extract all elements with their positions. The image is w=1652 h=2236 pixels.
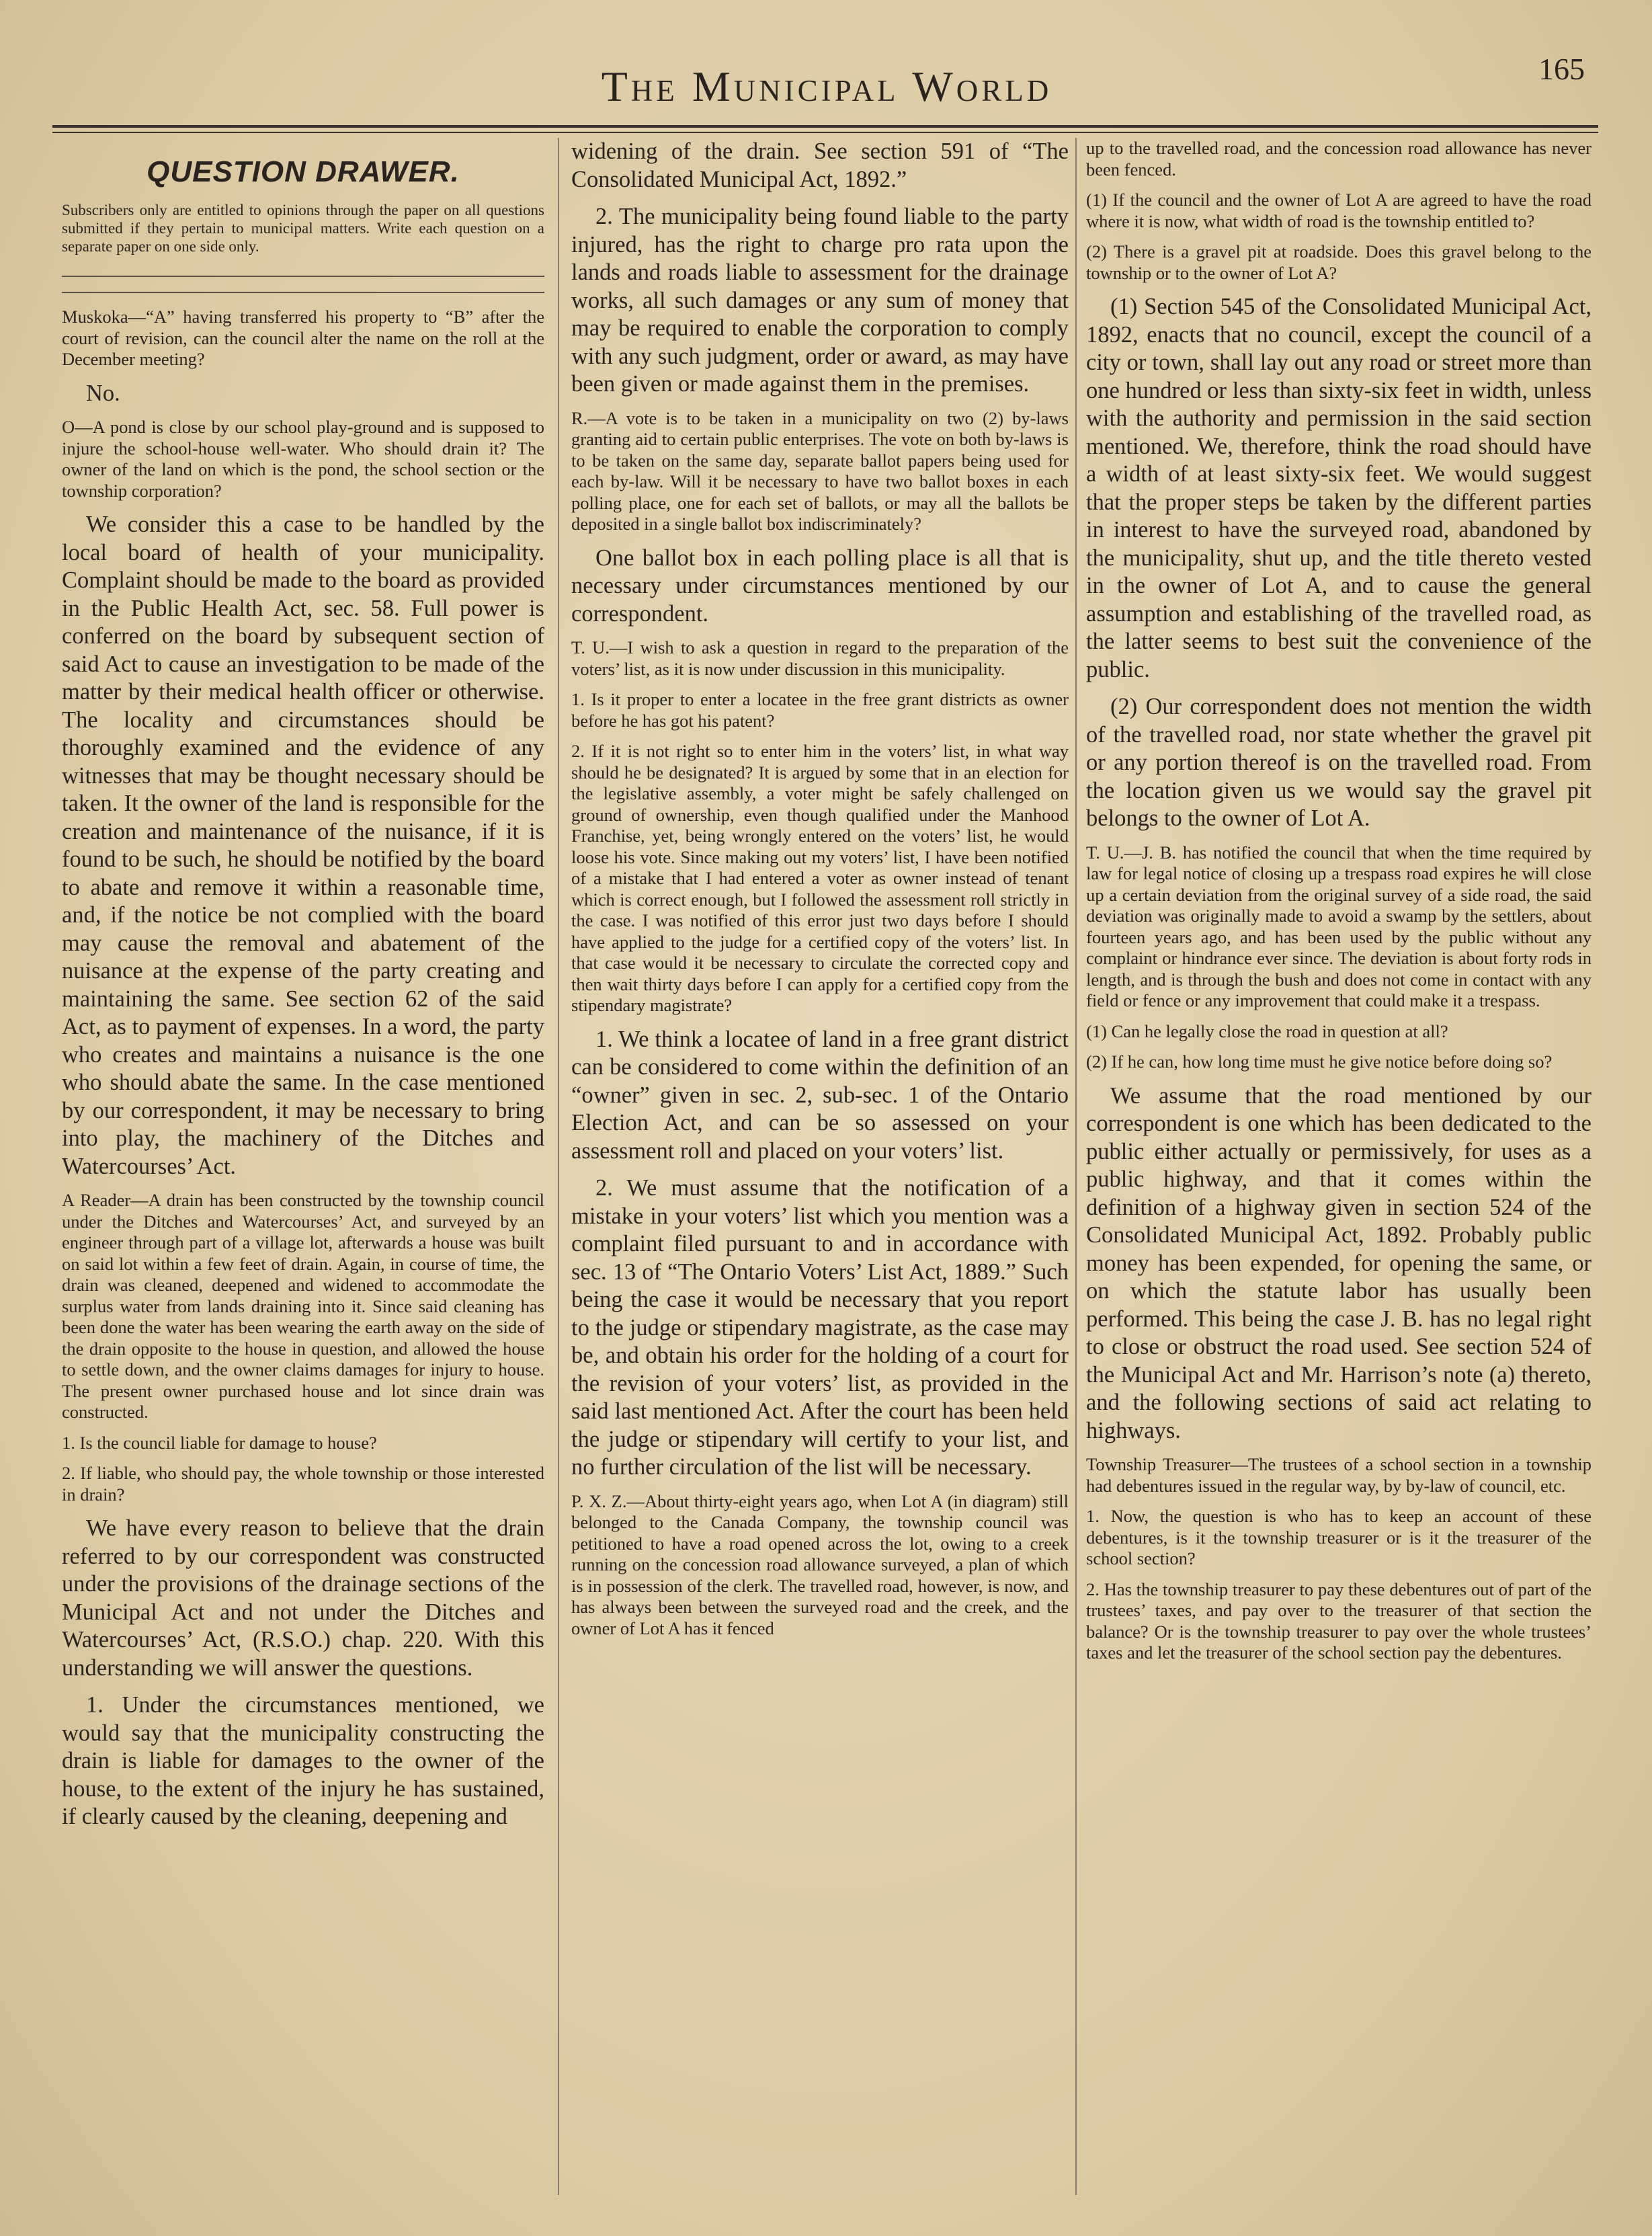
answer-voters-list-1: 1. We think a locatee of land in a free grant district can be considered to come within the definition of an “owner” given in sec. 2, sub-sec. 1 of the Ontario Election Act, and can be so assessed on your assessment roll and placed on your voters’ list. — [571, 1026, 1069, 1164]
answer-road-lot-a-1: (1) Section 545 of the Consolidated Municipal Act, 1892, enacts that no council, except the council of a city or town, shall lay out any road or street more than one hundred or less than sixty-six feet in width, unless with the authority and permission in the said section mentioned. We, therefore, think the road should have a width of at least sixty-six feet. We would suggest that the proper steps be taken by the different parties in interest to have the surveyed road, abandoned by the municipality, shut up, and the title thereto vested in the owner of Lot A, and to cause the general assumption and establishing of the travelled road, as the latter seems to best suit the convenience of the public. — [1086, 294, 1592, 682]
question-road-lot-a-1: (1) If the council and the owner of Lot A are agreed to have the road where it is now, what width of road is the township entitled to? — [1086, 190, 1592, 231]
answer-muskoka: No. — [86, 380, 120, 406]
question-ballot: R.—A vote is to be taken in a municipality on two (2) by-laws granting aid to certain public enterprises. The vote on both by-laws is to be taken on the same day, separate ballot papers being used for each by-law. Will it be necessary to have two ballot boxes in each polling place, one for each set of ballots, or may all the ballots be deposited in a single ballot box indiscriminately? — [571, 407, 1069, 534]
column-middle — [571, 138, 1069, 2202]
question-deviation-1: (1) Can he legally close the road in question at all? — [1086, 1021, 1448, 1041]
question-voters-list-2: 2. If it is not right so to enter him in the voters’ list, in what way should he be designated? It is argued by some that in an election for the legislative assembly, a voter might be safely challenged on ground of ownership, even though qualified under the Manhood Franchise, yet, being wrongly entered on the voters’ list, he would loose his vote. Since making out my voters’ list, I have been notified of a mistake that I had entered a voter as owner instead of tenant which is correct enough, but I followed the assessment roll strictly in the case. I was notified of this error just two days before I should have applied to the judge for a certified copy of the voters’ list. In that case would it be necessary to circulate the corrected copy and then wait thirty days before I can apply for a certified copy from the stipendary magistrate? — [571, 741, 1069, 1015]
answer-drain-2: 2. The municipality being found liable to the party injured, has the right to charge pro rata upon the lands and roads liable to assessment for the drainage works, all such damages or any sum of money that may be required to enable the corporation to comply with any such judgment, order or award, as may have been given or made against them in the premises. — [571, 204, 1069, 397]
question-deviation: T. U.—J. B. has notified the council that when the time required by law for legal notice of closing up a trespass road expires he will close up a certain deviation from the original survey of a side road, the said deviation was originally made to avoid a swamp by the settlers, about fourteen years ago, and has been used by the public without any complaint or hindrance ever since. The deviation is about forty rods in length, and is through the bush and does not come in contact with any field or fence or any improvement that could make it a trespass. — [1086, 842, 1592, 1010]
question-voters-list-1: 1. Is it proper to enter a locatee in the free grant districts as owner before he has got his patent? — [571, 689, 1069, 731]
question-debentures: Township Treasurer—The trustees of a school section in a township had debentures issued in the regular way, by by-law of council, etc. — [1086, 1454, 1592, 1496]
subscriber-note: Subscribers only are entitled to opinions through the paper on all questions submitted if they pertain to municipal matters. Write each question on a separate paper on one side only. — [62, 202, 544, 255]
column-divider — [1075, 138, 1077, 2195]
question-drain-2: 2. If liable, who should pay, the whole township or those interested in drain? — [62, 1463, 544, 1505]
question-road-lot-a-continued: up to the travelled road, and the concession road allowance has never been fenced. — [1086, 138, 1592, 179]
answer-voters-list-2: 2. We must assume that the notification of a mistake in your voters’ list which you mention was a complaint filed pursuant to and in accordance with sec. 13 of “The Ontario Voters’ List Act, 1889.” Such being the case it would be necessary that you report to the judge or stipendary magistrate, as the case may be, and obtain his order for the holding of a court for the revision of your voters’ list, as provided in the said last mentioned Act. After the court has been held the judge or stipendary will certify to your list, and no further circulation of the list will be necessary. — [571, 1175, 1069, 1480]
question-drain: A Reader—A drain has been constructed by the township council under the Ditches and Watercourses’ Act, and surveyed by an engineer through part of a village lot, afterwards a house was built on said lot within a few feet of drain. Again, in course of time, the drain was cleaned, deepened and widened to accommodate the surplus water from lands draining into it. Since said cleaning has been done the water has been wearing the earth away on the side of the drain opposite to the house in question, and allowed the house to settle down, and the owner claims damages for injury to house. The present owner purchased house and lot since drain was constructed. — [62, 1190, 544, 1422]
header-rule — [52, 125, 1598, 128]
answer-pond: We consider this a case to be handled by the local board of health of your municipality. Complaint should be made to the board as provided in the Public Health Act, sec. 58. Full power is conferred on the board by subsequent section of said Act to cause an investigation to be made of the matter by their medical health officer or otherwise. The locality and circumstances should be thoroughly examined and the evidence of any witnesses that may be thought necessary should be taken. It the owner of the land is responsible for the creation and maintenance of the nuisance, if it is found to be such, he should be notified by the board to abate and remove it within a reasonable time, and, if the notice be not complied with the board may cause the removal and abatement of the nuisance at the expense of the party creating and maintaining the same. See section 62 of the said Act, as to payment of expenses. In a word, the party who creates and maintains a nuisance is the one who should abate the same. In the case mentioned by our correspondent, it may be necessary to bring into play, the machinery of the Ditches and Watercourses’ Act. — [62, 512, 544, 1179]
question-road-lot-a: P. X. Z.—About thirty-eight years ago, when Lot A (in diagram) still belonged to the Canada Company, the township council was petitioned to have a road opened across the lot, owing to a creek running on the concession road allowance surveyed, a plan of which is in possession of the clerk. The travelled road, however, is now, and has always been between the surveyed road and the creek, and the owner of Lot A has it fenced — [571, 1490, 1069, 1638]
section-rule — [62, 276, 544, 277]
column-divider — [558, 138, 559, 2195]
question-pond: O—A pond is close by our school play-ground and is supposed to injure the school-house well-water. Who should drain it? The owner of the land on which is the pond, the school section or the township corporation? — [62, 417, 544, 501]
answer-drain-1: 1. Under the circumstances mentioned, we would say that the municipality constructing the drain is liable for damages to the owner of the house, to the extent of the injury he has sustained, if clearly caused by the cleaning, deepening and — [62, 1692, 544, 1829]
page-number: 165 — [1538, 52, 1585, 86]
answer-ballot: One ballot box in each polling place is all that is necessary under circumstances mentioned by our correspondent. — [571, 545, 1069, 627]
masthead-title: The Municipal World — [601, 63, 1052, 110]
answer-road-lot-a-2: (2) Our correspondent does not mention the width of the travelled road, nor state whether the gravel pit or any portion thereof is on the travelled road. From the location given us we would say the gravel pit belongs to the owner of Lot A. — [1086, 694, 1592, 831]
section-title: QUESTION DRAWER. — [147, 155, 460, 188]
answer-drain: We have every reason to believe that the drain referred to by our correspondent was constructed under the provisions of the drainage sections of the Municipal Act and not under the Ditches and Watercourses’ Act, (R.S.O.) chap. 220. With this understanding we will answer the questions. — [62, 1515, 544, 1681]
question-debentures-1: 1. Now, the question is who has to keep an account of these debentures, is it the township treasurer or is it the treasurer of the school section? — [1086, 1506, 1592, 1568]
column-right — [1086, 138, 1592, 2202]
column-left — [62, 138, 544, 2202]
question-deviation-2: (2) If he can, how long time must he give notice before doing so? — [1086, 1051, 1553, 1072]
question-debentures-2: 2. Has the township treasurer to pay these debentures out of part of the trustees’ taxes, and pay over to the treasurer of that section the balance? Or is the township treasurer to pay over the whole trustees’ taxes and let the treasurer of the school section pay the debentures. — [1086, 1579, 1592, 1663]
answer-drain-1-continued: widening of the drain. See section 591 of “The Consolidated Municipal Act, 1892.” — [571, 138, 1069, 192]
question-muskoka: Muskoka—“A” having transferred his property to “B” after the court of revision, can the council alter the name on the roll at the December meeting? — [62, 307, 544, 369]
question-voters-list: T. U.—I wish to ask a question in regard to the preparation of the voters’ list, as it is now under discussion in this municipality. — [571, 637, 1069, 679]
question-road-lot-a-2: (2) There is a gravel pit at roadside. Does this gravel belong to the township or to the owner of Lot A? — [1086, 241, 1592, 283]
section-rule-thin — [62, 292, 544, 293]
question-drain-1: 1. Is the council liable for damage to house? — [62, 1432, 377, 1453]
answer-deviation: We assume that the road mentioned by our correspondent is one which has been dedicated to the public either actually or permissively, for uses as a public highway, and that it comes within the definition of a highway given in section 524 of the Consolidated Municipal Act, 1892. Probably public money has been expended, for opening the same, or on which the statute labor has usually been performed. This being the case J. B. has no legal right to close or obstruct the road used. See section 524 of the Municipal Act and Mr. Harrison’s note (a) thereto, and the following sections of said act relating to highways. — [1086, 1082, 1592, 1443]
header-rule-thin — [52, 132, 1598, 133]
